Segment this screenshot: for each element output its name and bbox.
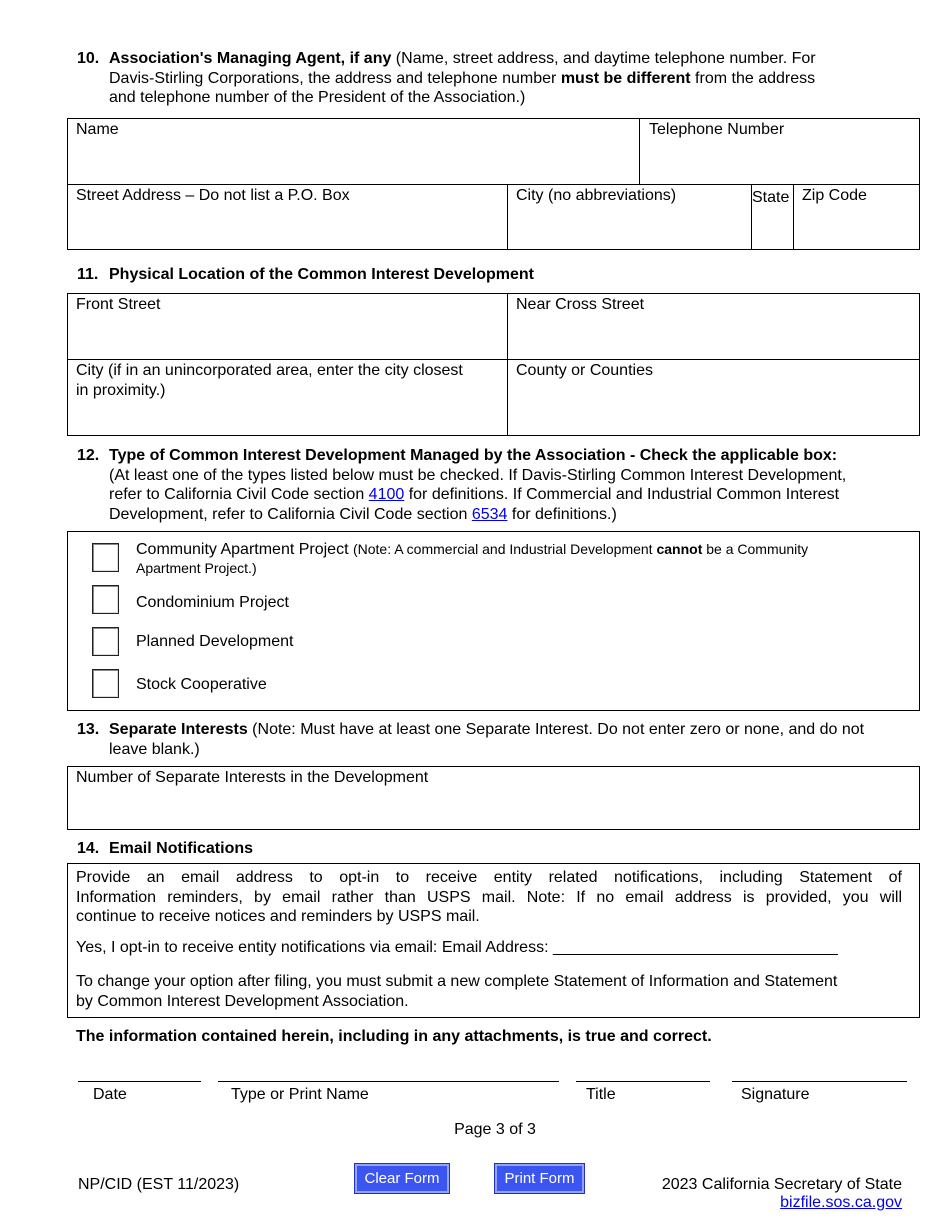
civil-code-6534-link[interactable]: 6534 <box>471 505 508 523</box>
section-12-number: 12. <box>77 447 100 464</box>
planned-development-checkbox[interactable] <box>92 627 119 656</box>
near-cross-street-field[interactable]: Near Cross Street <box>516 296 645 313</box>
community-note-line2: Apartment Project.) <box>136 559 257 576</box>
section-10-intro-c: from the address <box>690 69 816 87</box>
section-10-intro-a: (Name, street address, and daytime telephone number. For <box>391 50 816 67</box>
page-number: Page 3 of 3 <box>454 1121 536 1138</box>
section-13-note-b: leave blank.) <box>109 740 200 758</box>
footer-right <box>662 1175 902 1212</box>
stock-cooperative-label: Stock Cooperative <box>136 676 267 693</box>
date-label: Date <box>93 1086 127 1103</box>
clear-form-button[interactable]: Clear Form <box>355 1164 449 1193</box>
section-10-intro-d: and telephone number of the President of the Association.) <box>109 89 526 106</box>
agent-name-field[interactable]: Name <box>76 121 119 138</box>
community-note-b: be a Community <box>702 541 809 557</box>
title-line[interactable] <box>576 1081 710 1082</box>
email-change-line2: by Common Interest Development Association. <box>76 992 409 1010</box>
table-divider <box>793 184 794 250</box>
table-divider <box>639 118 640 184</box>
community-apartment-option <box>136 540 906 577</box>
planned-development-label: Planned Development <box>136 633 294 650</box>
agent-telephone-field[interactable]: Telephone Number <box>649 121 785 138</box>
section-12-line2-b: for definitions. If Commercial and Industrial Common Interest <box>404 486 840 503</box>
stock-cooperative-checkbox[interactable] <box>92 669 119 698</box>
community-note-a: (Note: A commercial and Industrial Development <box>352 541 657 557</box>
section-12-title: Type of Common Interest Development Managed by the Association - Check the applicable box: <box>109 447 838 464</box>
form-id: NP/CID (EST 11/2023) <box>78 1176 240 1193</box>
separate-interests-field[interactable]: Number of Separate Interests in the Development <box>76 769 429 786</box>
section-13-number: 13. <box>77 721 100 738</box>
section-11-number: 11. <box>77 266 99 283</box>
section-10-title: Association's Managing Agent, if any <box>109 50 392 67</box>
location-city-field[interactable] <box>76 361 501 400</box>
copyright-text: 2023 California Secretary of State <box>661 1176 902 1193</box>
table-divider <box>507 293 508 436</box>
table-divider <box>67 359 920 360</box>
email-notice-line3: continue to receive notices and reminders by USPS mail. <box>76 908 480 925</box>
section-10-number: 10. <box>77 50 100 67</box>
email-notice-line2: Information reminders, by email rather than USPS mail. Note: If no email address is provided, you will <box>76 888 902 906</box>
section-12-line3-b: for definitions.) <box>507 505 617 523</box>
email-notice-paragraph <box>76 868 902 927</box>
section-11-title: Physical Location of the Common Interest Development <box>109 266 534 283</box>
community-apartment-label: Community Apartment Project <box>136 541 349 558</box>
title-label: Title <box>586 1086 616 1103</box>
agent-city-field[interactable]: City (no abbreviations) <box>516 187 677 204</box>
section-10-intro-bold: must be different <box>560 69 691 87</box>
section-12-line2-a: refer to California Civil Code section <box>109 486 369 503</box>
condominium-label: Condominium Project <box>136 594 289 611</box>
print-name-line[interactable] <box>218 1081 559 1082</box>
location-city-label-line2: in proximity.) <box>76 381 166 399</box>
table-divider <box>507 184 508 250</box>
section-10-intro-b: Davis-Stirling Corporations, the address and telephone number <box>109 69 561 87</box>
date-line[interactable] <box>78 1081 201 1082</box>
agent-state-field[interactable]: State <box>752 189 790 206</box>
section-12-heading <box>109 446 919 524</box>
print-form-button[interactable]: Print Form <box>495 1164 584 1193</box>
section-13-heading <box>109 720 919 759</box>
email-optin-field[interactable]: Yes, I opt-in to receive entity notifications via email: Email Address: ________________________________ <box>76 939 838 956</box>
signature-label: Signature <box>741 1086 810 1103</box>
location-city-label-line1: City (if in an unincorporated area, enter the city closest <box>76 362 463 379</box>
condominium-checkbox[interactable] <box>92 585 119 614</box>
community-note-bold: cannot <box>656 541 703 557</box>
section-10-heading <box>109 49 909 108</box>
certification-statement: The information contained herein, including in any attachments, is true and correct. <box>76 1028 712 1045</box>
signature-line[interactable] <box>732 1081 907 1082</box>
front-street-field[interactable]: Front Street <box>76 296 161 313</box>
section-14-number: 14. <box>77 840 100 857</box>
section-14-title: Email Notifications <box>109 840 254 857</box>
community-apartment-checkbox[interactable] <box>92 543 119 572</box>
section-12-line1: (At least one of the types listed below must be checked. If Davis-Stirling Common Interest Development, <box>109 466 847 484</box>
print-name-label: Type or Print Name <box>231 1086 369 1103</box>
email-notice-line1: Provide an email address to opt-in to receive entity related notifications, including Statement of <box>76 869 902 886</box>
county-field[interactable]: County or Counties <box>516 362 653 379</box>
agent-street-field[interactable]: Street Address – Do not list a P.O. Box <box>76 187 350 204</box>
section-13-title: Separate Interests <box>109 721 248 738</box>
email-change-line1: To change your option after filing, you must submit a new complete Statement of Information and Statement <box>76 973 838 990</box>
section-13-note-a: (Note: Must have at least one Separate Interest. Do not enter zero or none, and do not <box>247 721 865 738</box>
bizfile-link[interactable]: bizfile.sos.ca.gov <box>780 1193 902 1211</box>
email-change-paragraph <box>76 972 906 1011</box>
civil-code-4100-link[interactable]: 4100 <box>368 486 405 503</box>
agent-zip-field[interactable]: Zip Code <box>802 187 867 204</box>
section-12-line3-a: Development, refer to California Civil Code section <box>109 505 472 523</box>
